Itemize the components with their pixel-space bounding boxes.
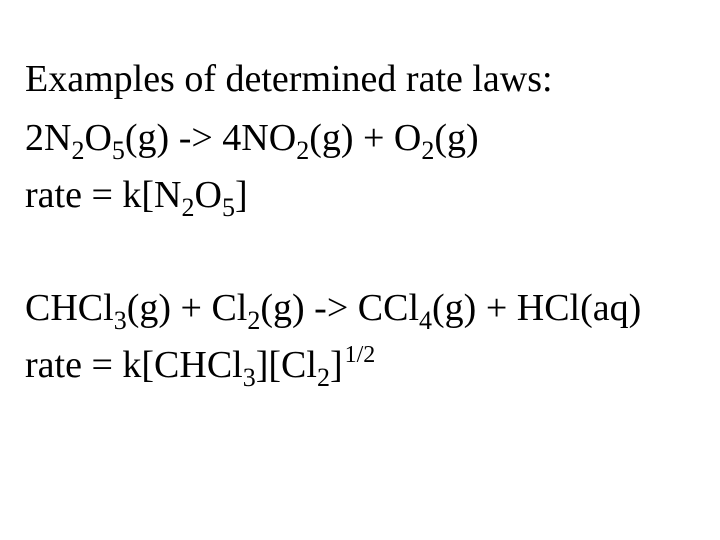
reaction-equation-2 xyxy=(25,285,641,335)
rate-law-1 xyxy=(25,172,248,222)
subscript: 2 xyxy=(316,363,330,392)
formula-text: O xyxy=(194,174,222,216)
formula-text: (g) + Cl xyxy=(126,287,248,329)
formula-text: (g) -> 4NO xyxy=(124,117,297,159)
subscript: 5 xyxy=(221,193,235,222)
formula-text: rate = k[N xyxy=(25,174,182,216)
subscript: 4 xyxy=(419,306,433,335)
formula-text: (g) + O xyxy=(309,117,422,159)
formula-text: (g) + HCl(aq) xyxy=(432,287,642,329)
formula-text: rate = k[CHCl xyxy=(25,344,243,386)
reaction-equation-1 xyxy=(25,115,479,165)
formula-text: O xyxy=(84,117,112,159)
formula-text: ] xyxy=(329,344,343,386)
superscript: 1/2 xyxy=(344,342,376,368)
subscript: 2 xyxy=(181,193,195,222)
subscript: 5 xyxy=(111,136,125,165)
slide-heading: Examples of determined rate laws: xyxy=(25,58,553,100)
subscript: 2 xyxy=(421,136,435,165)
formula-text: ][Cl xyxy=(255,344,317,386)
formula-text: (g) -> CCl xyxy=(260,287,420,329)
formula-text: ] xyxy=(234,174,248,216)
subscript: 2 xyxy=(296,136,310,165)
rate-law-2 xyxy=(25,342,375,393)
subscript: 3 xyxy=(242,363,256,392)
subscript: 2 xyxy=(247,306,261,335)
subscript: 2 xyxy=(71,136,85,165)
subscript: 3 xyxy=(113,306,127,335)
formula-text: 2N xyxy=(25,117,72,159)
formula-text: CHCl xyxy=(25,287,114,329)
formula-text: (g) xyxy=(434,117,479,159)
